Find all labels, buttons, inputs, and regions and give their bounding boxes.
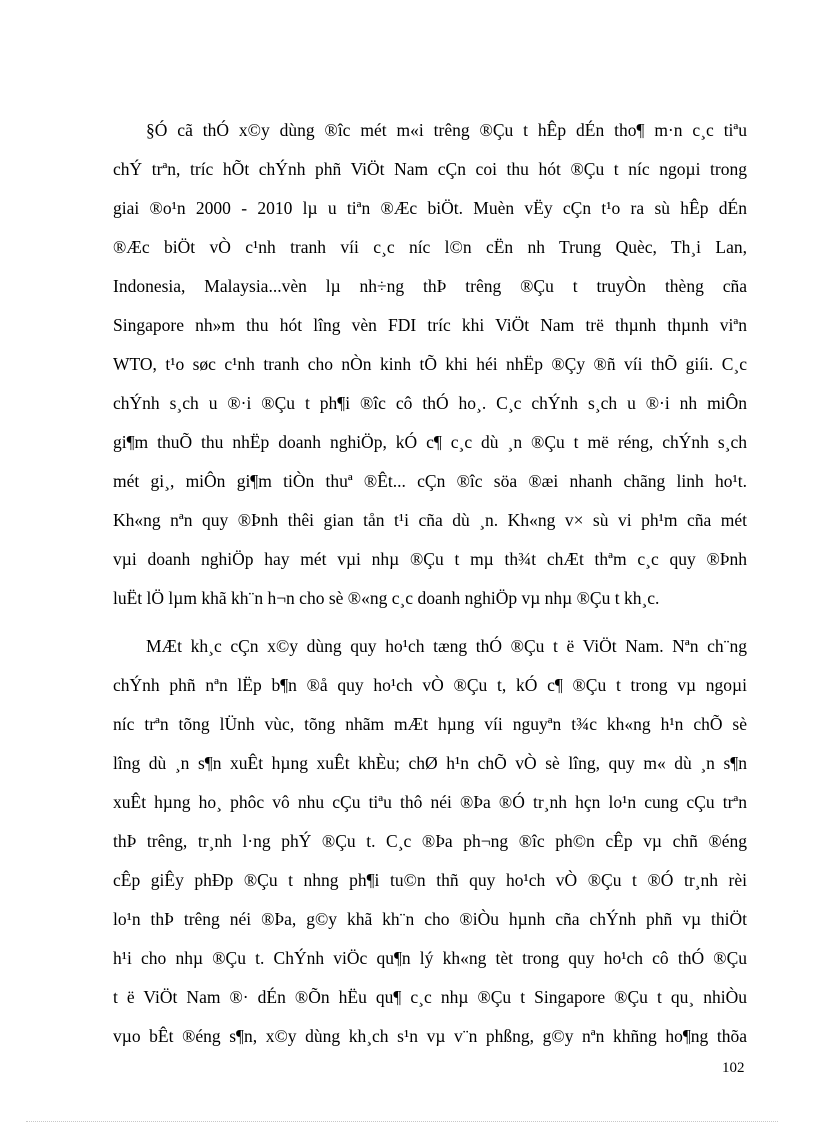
- paragraph-1-line-2: chÝ trªn, tríc hÕt chÝnh phñ ViÖt Nam cÇn coi thu hót ®Çu t níc ngoµi trong: [113, 159, 747, 179]
- paragraph-1-line-5: Indonesia, Malaysia...vèn lµ nh÷ng thÞ trêng ®Çu t truyÒn thèng cña: [113, 276, 747, 296]
- paragraph-2-line-8: lo¹n thÞ trêng néi ®Þa, g©y khã kh¨n cho ®iÒu hµnh cña chÝnh phñ vµ thiÖt: [113, 909, 747, 929]
- paragraph-1-line-9: gi¶m thuÕ thu nhËp doanh nghiÖp, kÓ c¶ c¸c dù ¸n ®Çu t më réng, chÝnh s¸ch: [113, 432, 747, 452]
- paragraph-1-line-8: chÝnh s¸ch u ®·i ®Çu t ph¶i ®îc cô thÓ ho¸. C¸c chÝnh s¸ch u ®·i nh miÔn: [113, 393, 747, 413]
- paragraph-2-line-2: chÝnh phñ nªn lËp b¶n ®å quy ho¹ch vÒ ®Çu t, kÓ c¶ ®Çu t trong vµ ngoµi: [113, 675, 747, 695]
- paragraph-1-line-3: giai ®o¹n 2000 - 2010 lµ u tiªn ®Æc biÖt. Muèn vËy cÇn t¹o ra sù hÊp dÉn: [113, 198, 747, 218]
- paragraph-2-line-4: lîng dù ¸n s¶n xuÊt hµng xuÊt khÈu; chØ h¹n chÕ vÒ sè lîng, quy m« dù ¸n s¶n: [113, 753, 747, 773]
- paragraph-2-line-3: níc trªn tõng lÜnh vùc, tõng nhãm mÆt hµng víi nguyªn t¾c kh«ng h¹n chÕ sè: [113, 714, 747, 734]
- page-bottom-border: [26, 1121, 778, 1122]
- paragraph-1-line-12: vµi doanh nghiÖp hay mét vµi nhµ ®Çu t mµ th¾t chÆt thªm c¸c quy ®Þnh: [113, 549, 747, 569]
- paragraph-1-line-1: §Ó cã thÓ x©y dùng ®îc mét m«i trêng ®Çu t hÊp dÉn tho¶ m·n c¸c tiªu: [146, 120, 747, 140]
- paragraph-2-line-10: t ë ViÖt Nam ®· dÉn ®Õn hËu qu¶ c¸c nhµ ®Çu t Singapore ®Çu t qu¸ nhiÒu: [113, 987, 747, 1007]
- paragraph-1-line-7: WTO, t¹o søc c¹nh tranh cho nÒn kinh tÕ khi héi nhËp ®Çy ®ñ víi thÕ giíi. C¸c: [113, 354, 747, 374]
- paragraph-2-line-7: cÊp giÊy phÐp ®Çu t nhng ph¶i tu©n thñ quy ho¹ch vÒ ®Çu t ®Ó tr¸nh rèi: [113, 870, 747, 890]
- paragraph-1-line-4: ®Æc biÖt vÒ c¹nh tranh víi c¸c níc l©n cËn nh Trung Quèc, Th¸i Lan,: [113, 237, 747, 257]
- paragraph-1-line-10: mét gi¸, miÔn gi¶m tiÒn thuª ®Êt... cÇn ®îc söa ®æi nhanh chãng linh ho¹t.: [113, 471, 747, 491]
- paragraph-1-line-11: Kh«ng nªn quy ®Þnh thêi gian tån t¹i cña dù ¸n. Kh«ng v× sù vi ph¹m cña mét: [113, 510, 747, 530]
- paragraph-2-line-11: vµo bÊt ®éng s¶n, x©y dùng kh¸ch s¹n vµ v¨n phßng, g©y nªn khñng ho¶ng thõa: [113, 1026, 747, 1046]
- paragraph-1-line-13: luËt lÖ lµm khã kh¨n h¬n cho sè ®«ng c¸c doanh nghiÖp vµ nhµ ®Çu t kh¸c.: [113, 588, 660, 608]
- page-number: 102: [722, 1060, 745, 1076]
- paragraph-1-line-6: Singapore nh»m thu hót lîng vèn FDI tríc khi ViÖt Nam trë thµnh thµnh viªn: [113, 315, 747, 335]
- paragraph-2-line-5: xuÊt hµng ho¸ phôc vô nhu cÇu tiªu thô néi ®Þa ®Ó tr¸nh hçn lo¹n cung cÇu trªn: [113, 792, 747, 812]
- paragraph-2-line-9: h¹i cho nhµ ®Çu t. ChÝnh viÖc qu¶n lý kh«ng tèt trong quy ho¹ch cô thÓ ®Çu: [113, 948, 747, 968]
- paragraph-2-line-6: thÞ trêng, tr¸nh l·ng phÝ ®Çu t. C¸c ®Þa ph¬ng ®îc ph©n cÊp vµ chñ ®éng: [113, 831, 747, 851]
- paragraph-2-line-1: MÆt kh¸c cÇn x©y dùng quy ho¹ch tæng thÓ ®Çu t ë ViÖt Nam. Nªn ch¨ng: [146, 636, 747, 656]
